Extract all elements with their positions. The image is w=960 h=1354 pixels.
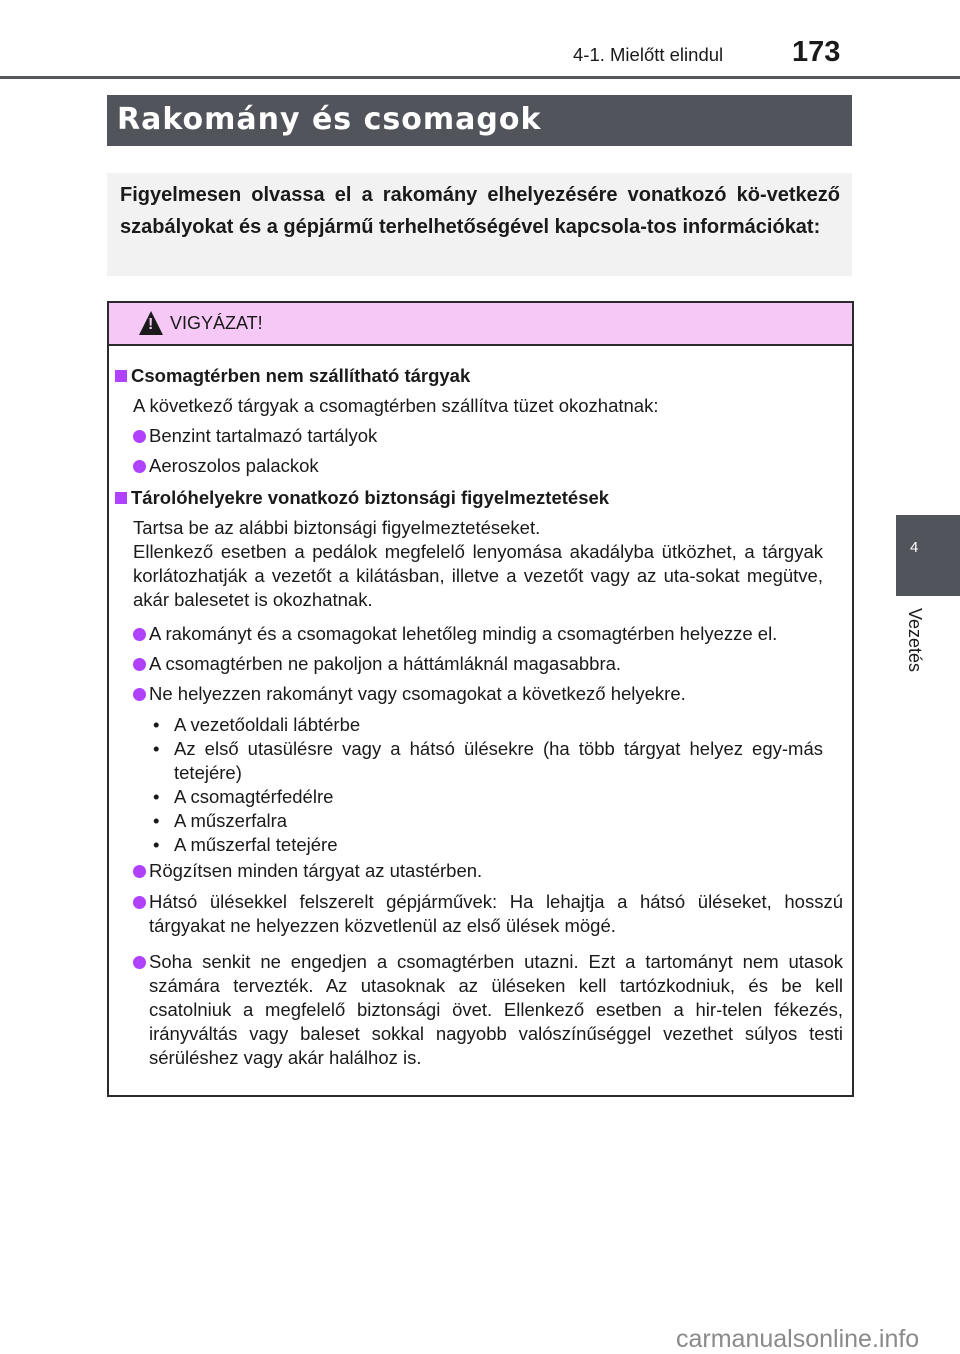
header-divider xyxy=(0,76,960,79)
list-item: A rakományt és a csomagokat lehetőleg mindig a csomagtérben helyezze el. xyxy=(133,622,777,646)
intro-box xyxy=(107,173,852,276)
warning-box xyxy=(107,301,854,1097)
section-header: 4-1. Mielőtt elindul xyxy=(573,44,724,65)
round-bullet-icon xyxy=(133,896,146,909)
warning-label: VIGYÁZAT! xyxy=(170,313,263,333)
page-title: Rakomány és csomagok xyxy=(117,102,542,137)
round-bullet-icon xyxy=(133,658,146,671)
round-bullet-icon xyxy=(133,865,146,878)
list-item: Aeroszolos palackok xyxy=(133,454,319,478)
list-item: A csomagtérben ne pakoljon a háttámláknál magasabbra. xyxy=(133,652,621,676)
page-title-bar xyxy=(107,95,852,146)
warning-header xyxy=(109,303,852,346)
list-item: Rögzítsen minden tárgyat az utastérben. xyxy=(133,859,482,883)
sub-list-item: • Az első utasülésre vagy a hátsó ülésekre (ha több tárgyat helyez egy-más tetejére) xyxy=(153,738,823,783)
sub-list-item: • A csomagtérfedélre xyxy=(153,786,334,807)
round-bullet-icon xyxy=(133,688,146,701)
intro-text: Figyelmesen olvassa el a rakomány elhelyezésére vonatkozó kö-vetkező szabályokat és a gépjármű terhelhetőségével kapcsola-tos információkat: xyxy=(120,184,840,238)
list-item: Benzint tartalmazó tartályok xyxy=(133,424,377,448)
sub-list-item: • A vezetőoldali lábtérbe xyxy=(153,714,361,735)
section-text: A következő tárgyak a csomagtérben szállítva tüzet okozhatnak: xyxy=(133,395,659,416)
section-paragraph: Ellenkező esetben a pedálok megfelelő lenyomása akadályba ütközhet, a tárgyak korlátozhatják a vezetőt a kilátásban, illetve a vezetőt vagy az uta-sokat megütve, akár balesetet is okozhatnak. xyxy=(133,541,823,610)
section-heading: Tárolóhelyekre vonatkozó biztonsági figyelmeztetések xyxy=(115,486,609,510)
list-item: Ne helyezzen rakományt vagy csomagokat a következő helyekre. xyxy=(133,682,686,706)
section-heading: Csomagtérben nem szállítható tárgyak xyxy=(115,364,470,388)
chapter-number: 4 xyxy=(910,539,919,556)
round-bullet-icon xyxy=(133,460,146,473)
square-bullet-icon xyxy=(115,370,127,382)
list-item: Hátsó ülésekkel felszerelt gépjárművek: Ha lehajtja a hátsó üléseket, hosszú tárgyakat ne helyezzen közvetlenül az első ülések mögé. xyxy=(133,890,843,938)
warning-triangle-icon xyxy=(139,311,163,335)
sub-list-item: • A műszerfal tetejére xyxy=(153,834,338,855)
chapter-label: Vezetés xyxy=(905,608,925,673)
round-bullet-icon xyxy=(133,430,146,443)
watermark: carmanualsonline.info xyxy=(676,1325,920,1353)
section-text: Tartsa be az alábbi biztonsági figyelmeztetéseket. xyxy=(133,517,541,538)
sub-list-item: • A műszerfalra xyxy=(153,810,288,831)
round-bullet-icon xyxy=(133,628,146,641)
square-bullet-icon xyxy=(115,492,127,504)
round-bullet-icon xyxy=(133,956,146,969)
list-item: Soha senkit ne engedjen a csomagtérben utazni. Ezt a tartományt nem utasok számára tervezték. Az utasoknak az üléseken kell tartózkodniuk, és be kell csatolniuk a megfelelő biztonsági övet. Ellenkező esetben a hir-telen fékezés, irányváltás vagy baleset sokkal nagyobb valószínűséggel vezethet súlyos testi sérüléshez vagy akár halálhoz is. xyxy=(133,950,843,1070)
page-number: 173 xyxy=(792,36,841,68)
chapter-tab xyxy=(896,515,960,596)
